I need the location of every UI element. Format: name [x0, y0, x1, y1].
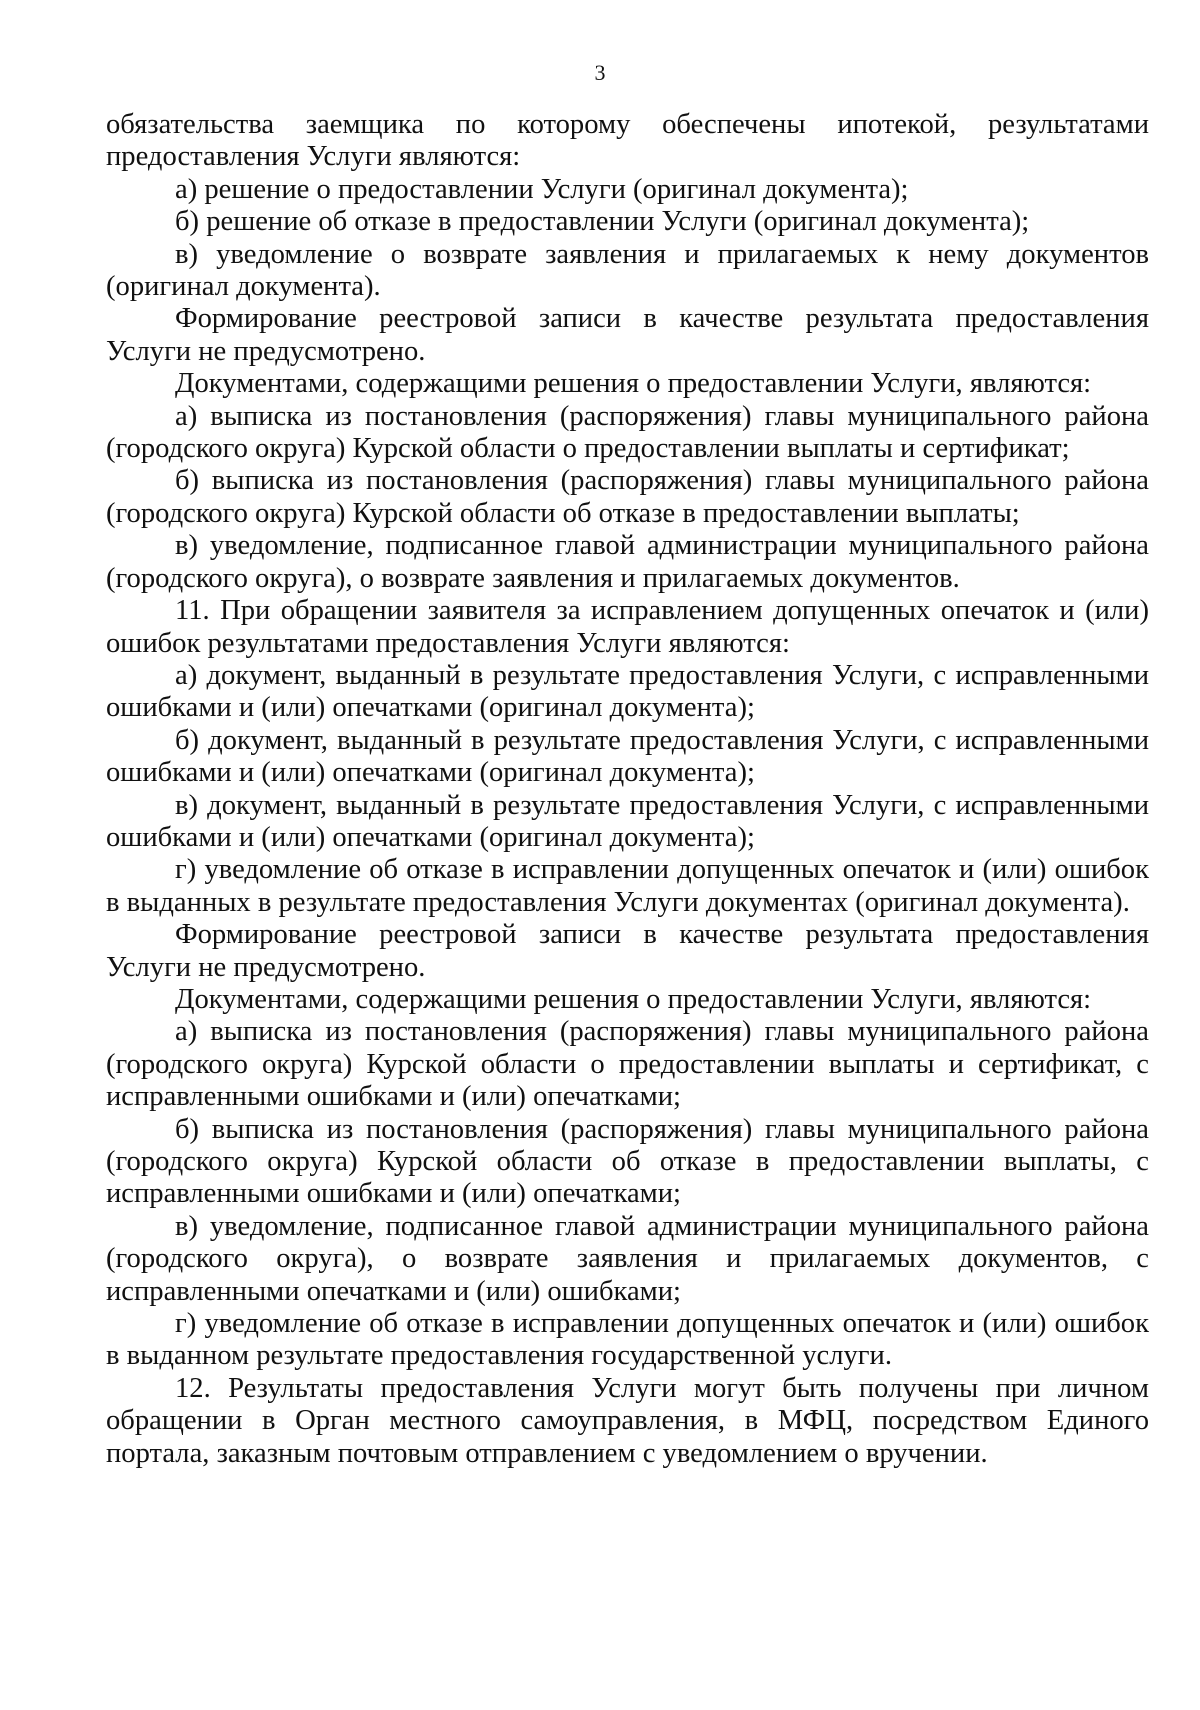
page-number: 3 [594, 60, 606, 85]
paragraph: Формирование реестровой записи в качестве результата предоставления Услуги не предусмотрено. [106, 303, 1149, 367]
paragraph: б) документ, выданный в результате предоставления Услуги, с исправленными ошибками и (или) опечатками (оригинал документа); [106, 724, 1149, 789]
document-body [106, 109, 1149, 1470]
paragraph: б) выписка из постановления (распоряжения) главы муниципального района (городского округа) Курской области об отказе в предоставлении выплаты; [106, 465, 1149, 529]
paragraph: а) решение о предоставлении Услуги (оригинал документа); [175, 173, 909, 205]
paragraph: Документами, содержащими решения о предоставлении Услуги, являются: [175, 368, 1092, 400]
paragraph: г) уведомление об отказе в исправлении допущенных опечаток и (или) ошибок в выданных в результате предоставления Услуги документах (оригинал документа). [106, 854, 1149, 918]
paragraph: 11. При обращении заявителя за исправлением допущенных опечаток и (или) ошибок результатами предоставления Услуги являются: [106, 595, 1149, 659]
paragraph: обязательства заемщика по которому обеспечены ипотекой, результатами предоставления Услуги являются: [106, 109, 1149, 173]
paragraph: а) выписка из постановления (распоряжения) главы муниципального района (городского округа) Курской области о предоставлении выплаты и сертификат, с исправленными ошибками и (или) опечатками; [106, 1016, 1149, 1113]
paragraph: г) уведомление об отказе в исправлении допущенных опечаток и (или) ошибок в выданном результате предоставления государственной услуги. [106, 1308, 1149, 1372]
paragraph: в) уведомление о возврате заявления и прилагаемых к нему документов (оригинал документа). [106, 238, 1149, 303]
paragraph: а) документ, выданный в результате предоставления Услуги, с исправленными ошибками и (или) опечатками (оригинал документа); [106, 659, 1149, 724]
paragraph: в) документ, выданный в результате предоставления Услуги, с исправленными ошибками и (или) опечатками (оригинал документа); [106, 789, 1149, 853]
paragraph: а) выписка из постановления (распоряжения) главы муниципального района (городского округа) Курской области о предоставлении выплаты и сертификат; [106, 400, 1149, 465]
paragraph: Формирование реестровой записи в качестве результата предоставления Услуги не предусмотрено. [106, 919, 1149, 983]
paragraph: б) решение об отказе в предоставлении Услуги (оригинал документа); [175, 206, 1030, 238]
paragraph: в) уведомление, подписанное главой администрации муниципального района (городского округа), о возврате заявления и прилагаемых документов, с исправленными опечатками и (или) ошибками; [106, 1210, 1149, 1307]
paragraph: в) уведомление, подписанное главой администрации муниципального района (городского округа), о возврате заявления и прилагаемых документов. [106, 530, 1149, 594]
paragraph: б) выписка из постановления (распоряжения) главы муниципального района (городского округа) Курской области об отказе в предоставлении выплаты, с исправленными ошибками и (или) опечатками; [106, 1113, 1149, 1210]
paragraph: 12. Результаты предоставления Услуги могут быть получены при личном обращении в Орган местного самоуправления, в МФЦ, посредством Единого портала, заказным почтовым отправлением с уведомлением о вручении. [106, 1372, 1149, 1469]
paragraph: Документами, содержащими решения о предоставлении Услуги, являются: [175, 983, 1092, 1015]
